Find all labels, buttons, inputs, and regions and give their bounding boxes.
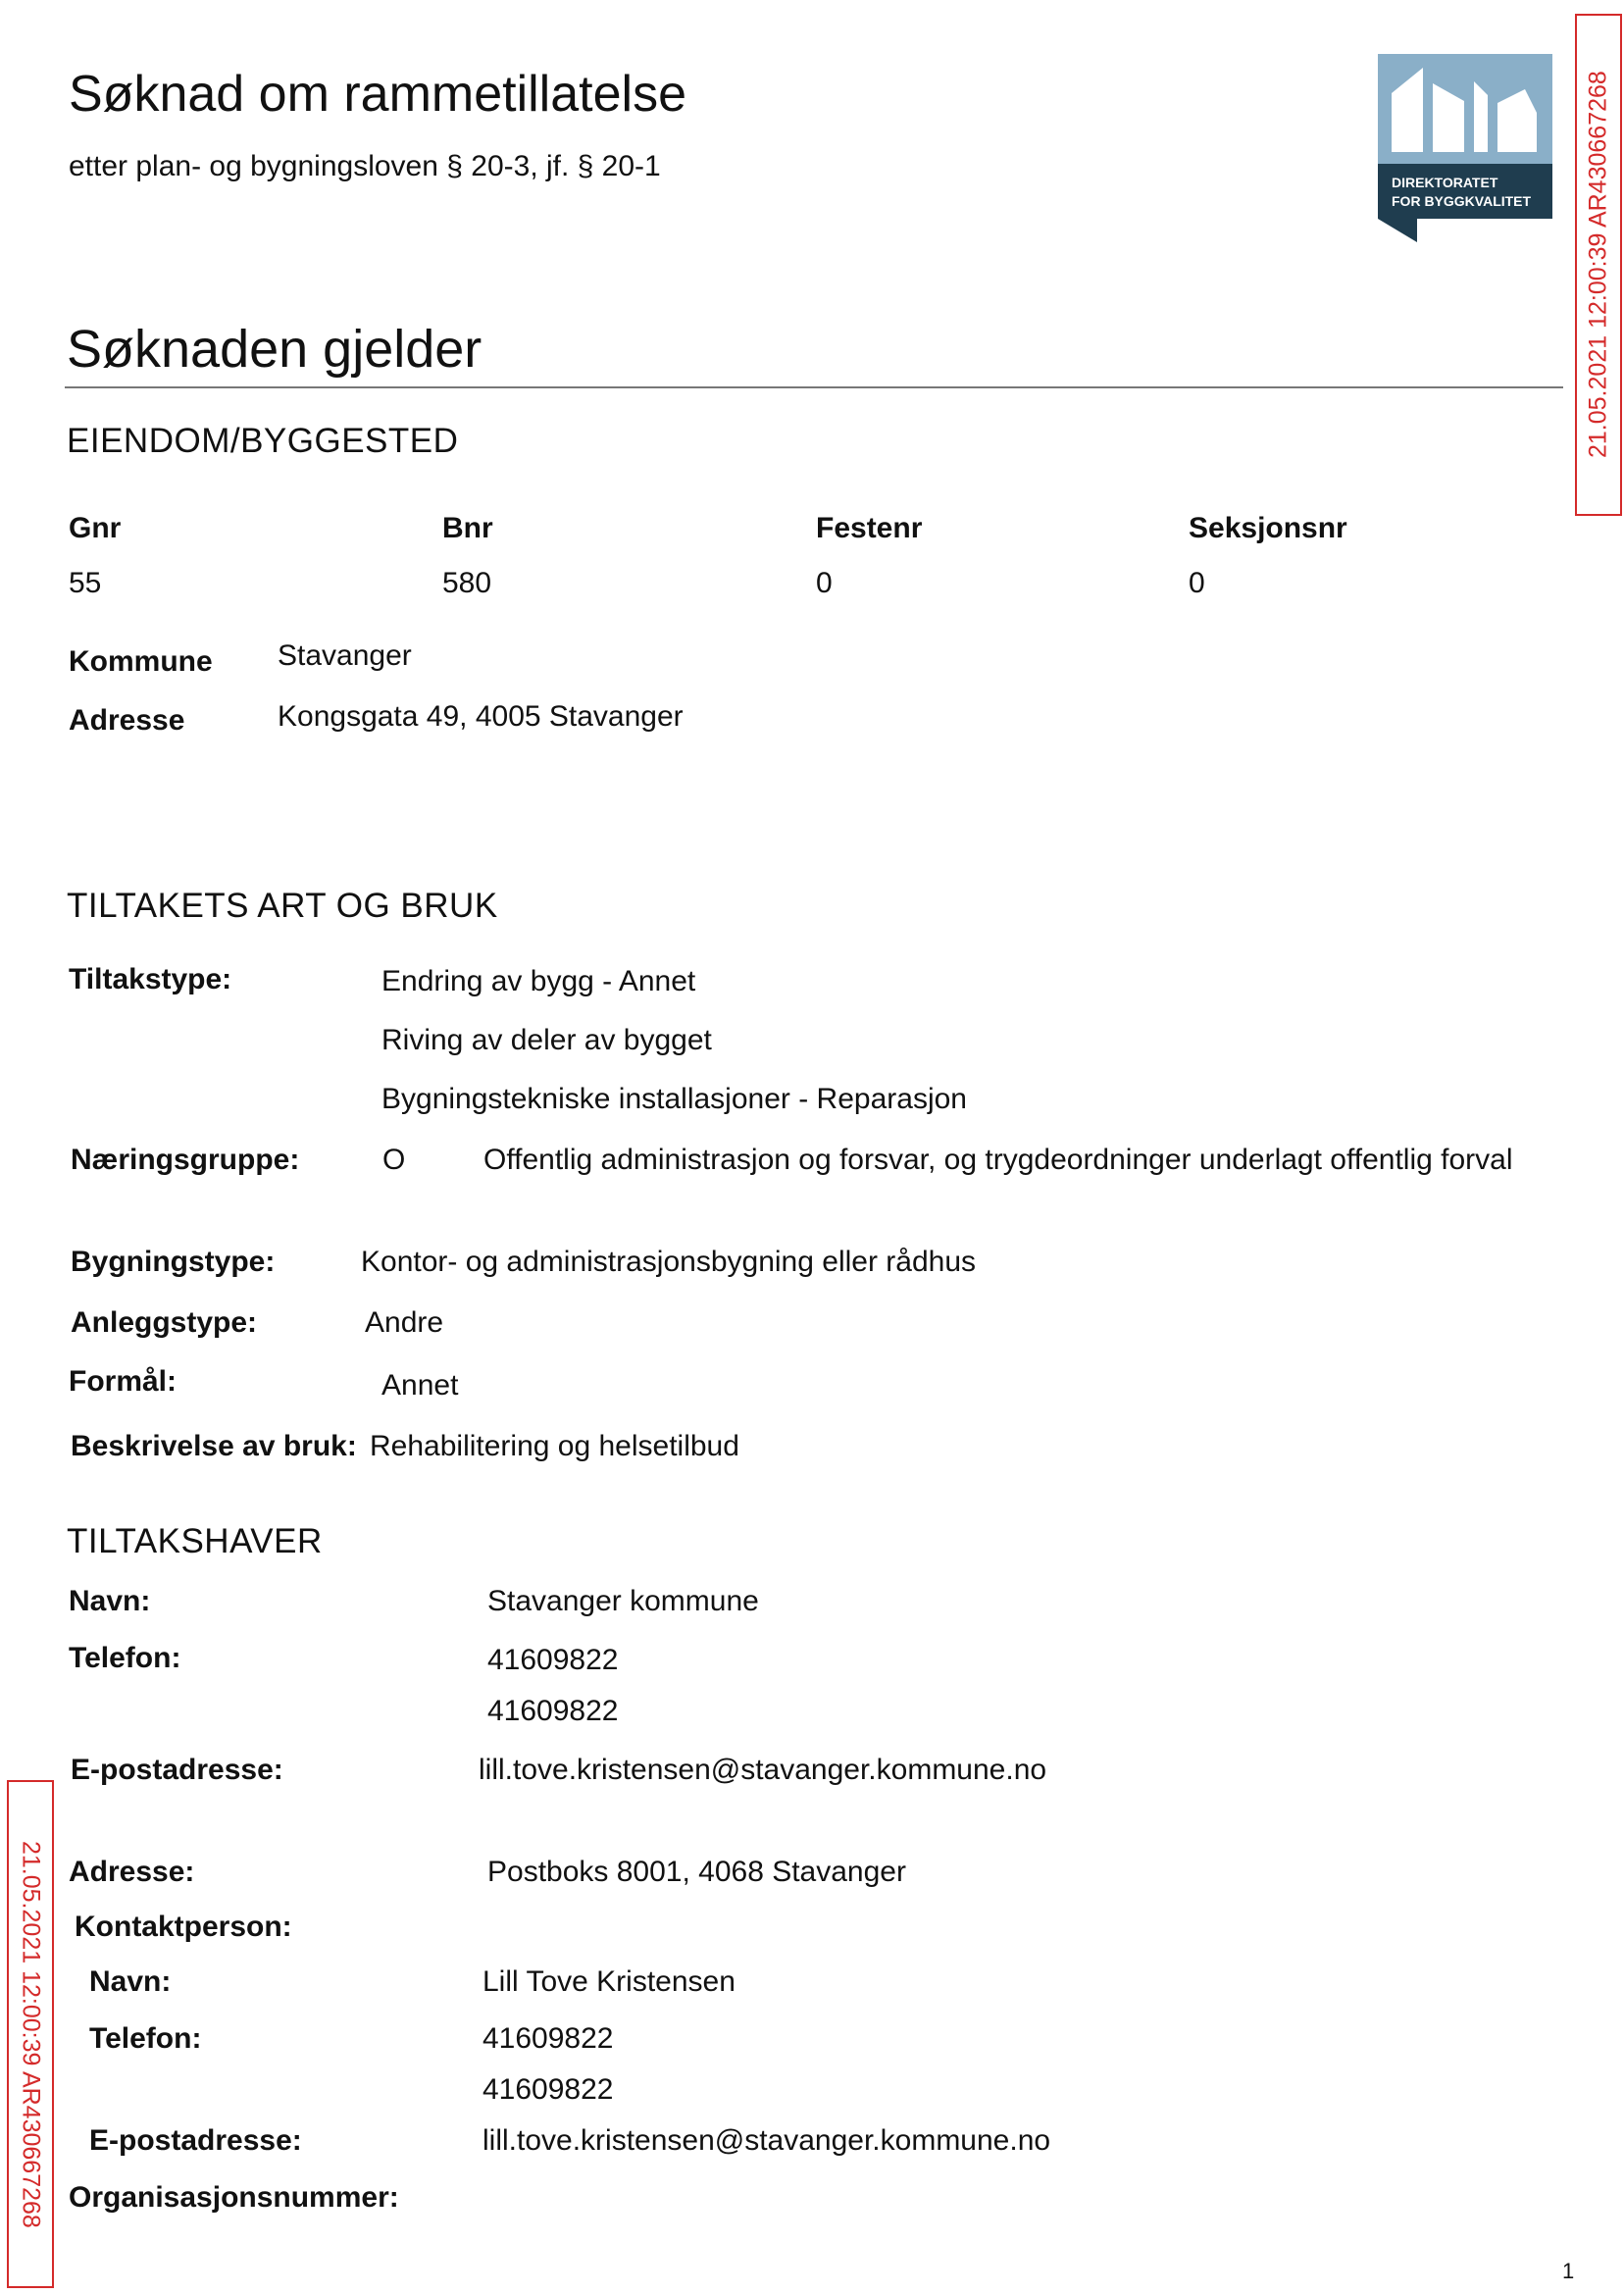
heading-tiltak: TILTAKETS ART OG BRUK [67, 887, 498, 925]
label-epost: E-postadresse: [71, 1754, 283, 1786]
label-kommune: Kommune [69, 645, 213, 678]
value-formal: Annet [381, 1369, 459, 1402]
value-telefon-1: 41609822 [487, 1644, 619, 1676]
value-naeringsgruppe: Offentlig administrasjon og forsvar, og trygdeordninger underlagt offentlig forval [483, 1144, 1513, 1176]
label-formal: Formål: [69, 1365, 178, 1398]
value-naeringsgruppe-code: O [382, 1144, 406, 1176]
dibk-logo-icon [1378, 54, 1552, 242]
logo-line2: FOR BYGGKVALITET [1392, 193, 1532, 209]
label-adresse-th: Adresse: [69, 1856, 195, 1888]
section-divider [65, 386, 1563, 388]
dibk-logo [1378, 54, 1552, 242]
section-heading-main: Søknaden gjelder [67, 320, 482, 379]
value-tiltakstype-3: Bygningstekniske installasjoner - Reparasjon [381, 1083, 967, 1115]
label-anleggstype: Anleggstype: [71, 1306, 258, 1339]
value-telefon-2: 41609822 [487, 1695, 619, 1727]
value-bnr: 580 [442, 567, 492, 599]
value-kp-telefon-2: 41609822 [482, 2073, 614, 2106]
value-adresse: Kongsgata 49, 4005 Stavanger [278, 700, 684, 733]
document-subtitle: etter plan- og bygningsloven § 20-3, jf. § 20-1 [69, 150, 661, 182]
label-seksjonsnr: Seksjonsnr [1189, 512, 1347, 544]
receipt-stamp-right: 21.05.2021 12:00:39 AR430667268 [1575, 14, 1622, 516]
heading-eiendom: EIENDOM/BYGGESTED [67, 422, 459, 460]
label-festenr: Festenr [816, 512, 923, 544]
value-navn: Stavanger kommune [487, 1585, 759, 1617]
value-gnr: 55 [69, 567, 102, 599]
receipt-stamp-left: 21.05.2021 12:00:39 AR430667268 [7, 1780, 54, 2288]
label-tiltakstype: Tiltakstype: [69, 963, 232, 995]
label-kp-telefon: Telefon: [89, 2022, 202, 2055]
page-number: 1 [1562, 2259, 1575, 2283]
label-telefon: Telefon: [69, 1642, 181, 1674]
value-kp-epost: lill.tove.kristensen@stavanger.kommune.no [482, 2124, 1051, 2157]
label-beskrivelse: Beskrivelse av bruk: [71, 1430, 357, 1462]
value-beskrivelse: Rehabilitering og helsetilbud [370, 1430, 739, 1462]
label-naeringsgruppe: Næringsgruppe: [71, 1144, 300, 1176]
label-gnr: Gnr [69, 512, 122, 544]
label-navn: Navn: [69, 1585, 151, 1617]
label-kp-epost: E-postadresse: [89, 2124, 302, 2157]
value-tiltakstype-2: Riving av deler av bygget [381, 1024, 712, 1056]
value-anleggstype: Andre [365, 1306, 444, 1339]
logo-line1: DIREKTORATET [1392, 175, 1498, 190]
value-seksjonsnr: 0 [1189, 567, 1205, 599]
value-bygningstype: Kontor- og administrasjonsbygning eller rådhus [361, 1246, 977, 1278]
label-bnr: Bnr [442, 512, 493, 544]
value-epost: lill.tove.kristensen@stavanger.kommune.no [479, 1754, 1047, 1786]
label-bygningstype: Bygningstype: [71, 1246, 276, 1278]
value-kp-navn: Lill Tove Kristensen [482, 1965, 736, 1998]
heading-tiltakshaver: TILTAKSHAVER [67, 1522, 323, 1560]
label-kp-navn: Navn: [89, 1965, 172, 1998]
document-title: Søknad om rammetillatelse [69, 66, 686, 123]
label-adresse: Adresse [69, 704, 185, 737]
value-tiltakstype-1: Endring av bygg - Annet [381, 965, 696, 997]
label-orgnr: Organisasjonsnummer: [69, 2181, 399, 2214]
value-festenr: 0 [816, 567, 833, 599]
value-adresse-th: Postboks 8001, 4068 Stavanger [487, 1856, 906, 1888]
value-kp-telefon-1: 41609822 [482, 2022, 614, 2055]
label-kontaktperson: Kontaktperson: [75, 1911, 292, 1943]
value-kommune: Stavanger [278, 639, 412, 672]
